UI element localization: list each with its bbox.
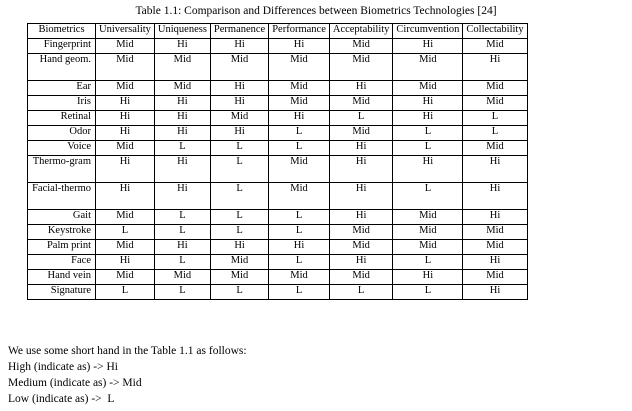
table-cell: Mid (329, 126, 393, 141)
table-cell: L (269, 210, 330, 225)
table-cell: L (210, 285, 268, 300)
table-cell: Hi (329, 81, 393, 96)
table-cell: Hi (329, 183, 393, 210)
table-cell: L (463, 111, 527, 126)
table-row (28, 96, 528, 111)
table-cell: Mid (154, 81, 210, 96)
table-cell: Mid (210, 111, 268, 126)
table-cell: L (269, 225, 330, 240)
table-cell: L (154, 255, 210, 270)
table-cell: L (269, 141, 330, 156)
table-row (28, 156, 528, 183)
table-cell: Mid (96, 81, 155, 96)
table-cell: Mid (210, 255, 268, 270)
column-header: Performance (269, 24, 330, 39)
table-cell: Mid (329, 54, 393, 81)
table-cell: Hi (154, 111, 210, 126)
row-label: Odor (28, 126, 96, 141)
table-cell: Hi (329, 255, 393, 270)
notes-low: Low (indicate as) -> L (8, 393, 115, 405)
table-cell: Hi (329, 156, 393, 183)
table-cell: Mid (463, 240, 527, 255)
table-cell: Hi (154, 156, 210, 183)
table-cell: Mid (393, 240, 463, 255)
table-cell: L (269, 126, 330, 141)
notes-medium: Medium (indicate as) -> Mid (8, 377, 142, 389)
table-cell: Mid (463, 39, 527, 54)
table-cell: Mid (269, 156, 330, 183)
table-cell: Mid (463, 141, 527, 156)
table-cell: Hi (393, 156, 463, 183)
table-cell: Mid (463, 96, 527, 111)
table-cell: Hi (210, 96, 268, 111)
table-cell: Mid (96, 210, 155, 225)
table-row (28, 225, 528, 240)
table-row (28, 54, 528, 81)
table-cell: L (393, 141, 463, 156)
row-label: Retinal (28, 111, 96, 126)
table-cell: L (210, 141, 268, 156)
column-header: Collectability (463, 24, 527, 39)
row-label: Hand geom. (28, 54, 96, 81)
table-cell: Hi (154, 126, 210, 141)
table-cell: Hi (463, 255, 527, 270)
table-cell: L (393, 183, 463, 210)
table-cell: Hi (210, 126, 268, 141)
table-cell: Mid (96, 240, 155, 255)
table-row (28, 39, 528, 54)
table-cell: L (154, 141, 210, 156)
row-label: Ear (28, 81, 96, 96)
table-row (28, 111, 528, 126)
table-cell: Hi (463, 183, 527, 210)
table-caption: Table 1.1: Comparison and Differences between Biometrics Technologies [24] (135, 5, 497, 17)
table-cell: Hi (210, 39, 268, 54)
row-label: Voice (28, 141, 96, 156)
notes-high: High (indicate as) -> Hi (8, 361, 118, 373)
row-label: Facial-thermo (28, 183, 96, 210)
table-cell: Hi (393, 270, 463, 285)
table-cell: L (210, 183, 268, 210)
table-cell: Hi (154, 96, 210, 111)
biometrics-comparison-table (27, 23, 528, 300)
table-cell: L (329, 111, 393, 126)
table-cell: Mid (154, 54, 210, 81)
row-label: Keystroke (28, 225, 96, 240)
table-cell: Hi (154, 240, 210, 255)
row-label: Signature (28, 285, 96, 300)
table-cell: Mid (463, 270, 527, 285)
table-cell: L (96, 225, 155, 240)
table-cell: Hi (96, 156, 155, 183)
table-row (28, 285, 528, 300)
row-label: Iris (28, 96, 96, 111)
table-cell: L (154, 225, 210, 240)
table-cell: Mid (329, 270, 393, 285)
table-cell: Hi (329, 141, 393, 156)
column-header: Acceptability (329, 24, 393, 39)
table-cell: Mid (269, 183, 330, 210)
table-cell: L (269, 255, 330, 270)
column-header: Biometrics (28, 24, 96, 39)
table-cell: L (269, 285, 330, 300)
table-cell: Hi (463, 210, 527, 225)
table-cell: Hi (463, 54, 527, 81)
table-cell: Hi (463, 285, 527, 300)
table-cell: Hi (210, 81, 268, 96)
table-cell: Hi (154, 183, 210, 210)
table-cell: Mid (210, 54, 268, 81)
row-label: Gait (28, 210, 96, 225)
table-cell: L (210, 210, 268, 225)
table-cell: Mid (269, 96, 330, 111)
row-label: Face (28, 255, 96, 270)
table-cell: L (96, 285, 155, 300)
table-cell: Mid (154, 270, 210, 285)
notes-intro: We use some short hand in the Table 1.1 as follows: (8, 345, 247, 357)
table-row (28, 270, 528, 285)
table-row (28, 255, 528, 270)
column-header: Circumvention (393, 24, 463, 39)
table-cell: L (329, 285, 393, 300)
table-cell: Mid (329, 96, 393, 111)
table-cell: Mid (393, 210, 463, 225)
table-cell: Hi (463, 156, 527, 183)
table-cell: Mid (393, 225, 463, 240)
table-cell: Hi (393, 96, 463, 111)
table-cell: Mid (329, 240, 393, 255)
table-cell: Hi (96, 111, 155, 126)
table-row (28, 141, 528, 156)
row-label: Thermo-gram (28, 156, 96, 183)
table-row (28, 126, 528, 141)
table-cell: Hi (269, 111, 330, 126)
table-cell: Mid (96, 141, 155, 156)
table-cell: L (210, 225, 268, 240)
table-cell: Hi (96, 126, 155, 141)
shorthand-notes (8, 343, 247, 407)
row-label: Hand vein (28, 270, 96, 285)
table-cell: L (393, 126, 463, 141)
table-cell: Mid (463, 225, 527, 240)
table-cell: L (393, 285, 463, 300)
table-cell: Hi (269, 240, 330, 255)
table-cell: Hi (154, 39, 210, 54)
table-cell: Mid (96, 54, 155, 81)
table-cell: Mid (393, 81, 463, 96)
table-cell: Hi (269, 39, 330, 54)
table-cell: Mid (329, 225, 393, 240)
table-row (28, 81, 528, 96)
table-cell: L (393, 255, 463, 270)
table-cell: L (154, 210, 210, 225)
table-row (28, 183, 528, 210)
table-cell: Hi (393, 111, 463, 126)
table-cell: Mid (269, 54, 330, 81)
table-cell: Mid (210, 270, 268, 285)
table-cell: Hi (96, 183, 155, 210)
table-row (28, 240, 528, 255)
table-header-row (28, 24, 528, 39)
column-header: Permanence (210, 24, 268, 39)
table-row (28, 210, 528, 225)
row-label: Palm print (28, 240, 96, 255)
table-cell: L (210, 156, 268, 183)
table-cell: L (463, 126, 527, 141)
table-cell: Mid (96, 270, 155, 285)
table-cell: Hi (393, 39, 463, 54)
table-cell: L (154, 285, 210, 300)
table-cell: Hi (210, 240, 268, 255)
column-header: Universality (96, 24, 155, 39)
table-cell: Hi (96, 96, 155, 111)
table-body (28, 39, 528, 300)
table-cell: Mid (463, 81, 527, 96)
table-cell: Mid (329, 39, 393, 54)
table-cell: Mid (96, 39, 155, 54)
table-cell: Hi (329, 210, 393, 225)
column-header: Uniqueness (154, 24, 210, 39)
row-label: Fingerprint (28, 39, 96, 54)
table-cell: Hi (96, 255, 155, 270)
table-cell: Mid (269, 270, 330, 285)
table-cell: Mid (393, 54, 463, 81)
table-cell: Mid (269, 81, 330, 96)
